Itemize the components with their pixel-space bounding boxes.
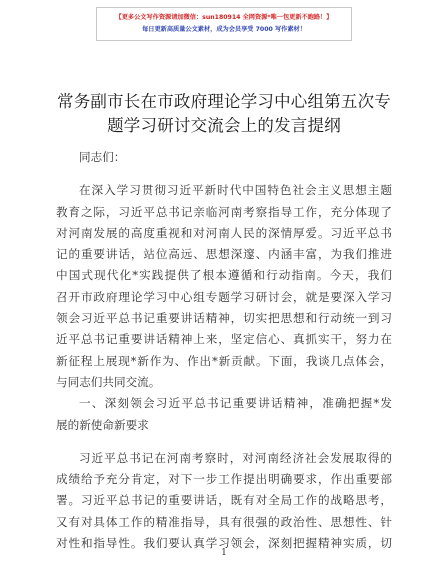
- paragraph-line: 对性和指导性。我们要认真学习领会，深刻把握精神实质，切: [56, 536, 392, 551]
- promo-banner-line-1: 【更多公文写作资源请加微信：sun180914 全网资源*唯一包更新不跑路！】: [115, 14, 333, 21]
- heading-line: 展的新使命新要求: [56, 417, 149, 432]
- paragraph-line: 习近平总书记在河南考察时，对河南经济社会发展取得的: [79, 450, 392, 465]
- paragraph-line: 又有对具体工作的精准指导，具有很强的政治性、思想性、针: [56, 514, 392, 529]
- paragraph-line: 成绩给予充分肯定，对下一步工作提出明确要求，作出重要部: [56, 472, 392, 487]
- paragraph-line: 领会习近平总书记重要讲话精神，切实把思想和行动统一到习: [56, 311, 392, 326]
- title-line-1: 常务副市长在市政府理论学习中心组第五次专: [57, 92, 391, 111]
- paragraph-line: 召开市政府理论学习中心组专题学习研讨会，就是要深入学习: [56, 289, 392, 304]
- paragraph-intro: [56, 180, 392, 393]
- salutation: 同志们：: [79, 150, 126, 164]
- paragraph-line: 署。习近平总书记的重要讲话，既有对全局工作的战略思考，: [56, 493, 392, 508]
- promo-banner-line-2: 每日更新高质量公文素材，成为会员享受 7000 写作素材！: [142, 26, 306, 33]
- paragraph-line: 对河南发展的高度重视和对河南人民的深情厚爱。习近平总书: [56, 225, 392, 240]
- paragraph-gap: [56, 168, 392, 180]
- paragraph-line: 记的重要讲话，站位高远、思想深邃、内涵丰富，为我们推进: [56, 247, 392, 262]
- promo-banner: [96, 7, 352, 41]
- title-line-2: 题学习研讨交流会上的发言提纲: [107, 116, 341, 135]
- document-body: [56, 147, 392, 554]
- paragraph-line: 与同志们共同交流。: [56, 374, 161, 389]
- section-heading-1: [56, 393, 392, 436]
- paragraph-section-1: [56, 448, 392, 554]
- heading-line: 一、深刻领会习近平总书记重要讲话精神，准确把握*发: [79, 396, 392, 411]
- paragraph-gap: [56, 436, 392, 448]
- paragraph-line: 在深入学习贯彻习近平新时代中国特色社会主义思想主题: [79, 183, 392, 198]
- paragraph-line: 教育之际，习近平总书记亲临河南考察指导工作，充分体现了: [56, 204, 392, 219]
- document-title: [56, 90, 392, 138]
- paragraph-line: 近平总书记重要讲话精神上来，坚定信心、真抓实干，努力在: [56, 332, 392, 347]
- paragraph-line: 中国式现代化*实践提供了根本遵循和行动指南。今天，我们: [56, 268, 392, 283]
- paragraph-line: 新征程上展现*新作为、作出*新贡献。下面，我谈几点体会，: [56, 353, 392, 368]
- page-number: 1: [221, 548, 227, 558]
